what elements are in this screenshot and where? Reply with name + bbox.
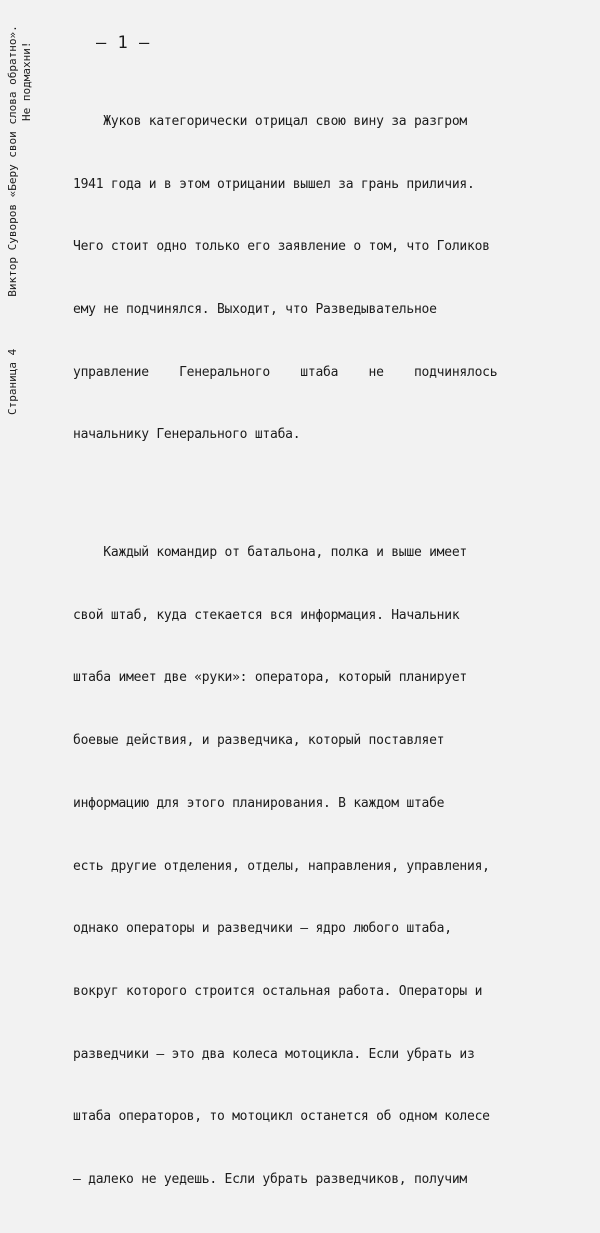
text-line: штаба имеет две «руки»: оператора, который планирует: [73, 670, 467, 686]
text-line: есть другие отделения, отделы, направления, управления,: [73, 858, 490, 874]
text-line: вокруг которого строится остальная работа. Операторы и: [73, 983, 483, 999]
page-sidebar: [2, 3, 46, 421]
text-line: штаба операторов, то мотоцикл останется об одном колесе: [73, 1109, 490, 1125]
text-line: свой штаб, куда стекается вся информация. Начальник: [73, 607, 460, 623]
text-line: ему не подчинялся. Выходит, что Разведывательное: [73, 301, 437, 317]
text-line: — далеко не уедешь. Если убрать разведчиков, получим: [73, 1172, 467, 1188]
text-line: информацию для этого планирования. В каждом штабе: [73, 795, 445, 811]
text-line: Жуков категорически отрицал свою вину за разгром: [73, 113, 467, 129]
text-line: Каждый командир от батальона, полка и выше имеет: [73, 544, 467, 560]
text-line: разведчики — это два колеса мотоцикла. Если убрать из: [73, 1046, 475, 1062]
text-line: однако операторы и разведчики — ядро любого штаба,: [73, 921, 452, 937]
paragraph: [73, 501, 583, 1233]
page-body: [73, 70, 583, 1233]
book-title: Виктор Суворов «Беру свои слова обратно».: [6, 25, 19, 297]
page-label: Страница 4: [6, 348, 19, 415]
text-line: начальнику Генерального штаба.: [73, 427, 301, 443]
text-line: 1941 года и в этом отрицании вышел за грань приличия.: [73, 176, 475, 192]
sidebar-text: [2, 3, 46, 421]
page-number: — 1 —: [96, 33, 150, 53]
paragraph: [73, 70, 583, 488]
text-line: Чего стоит одно только его заявление о том, что Голиков: [73, 239, 490, 255]
text-line: управление Генерального штаба не подчинялось: [73, 364, 498, 380]
sidebar-line-1: [6, 25, 19, 415]
book-subtitle: Не подмахни!: [20, 41, 33, 121]
text-line: боевые действия, и разведчика, который поставляет: [73, 733, 445, 749]
